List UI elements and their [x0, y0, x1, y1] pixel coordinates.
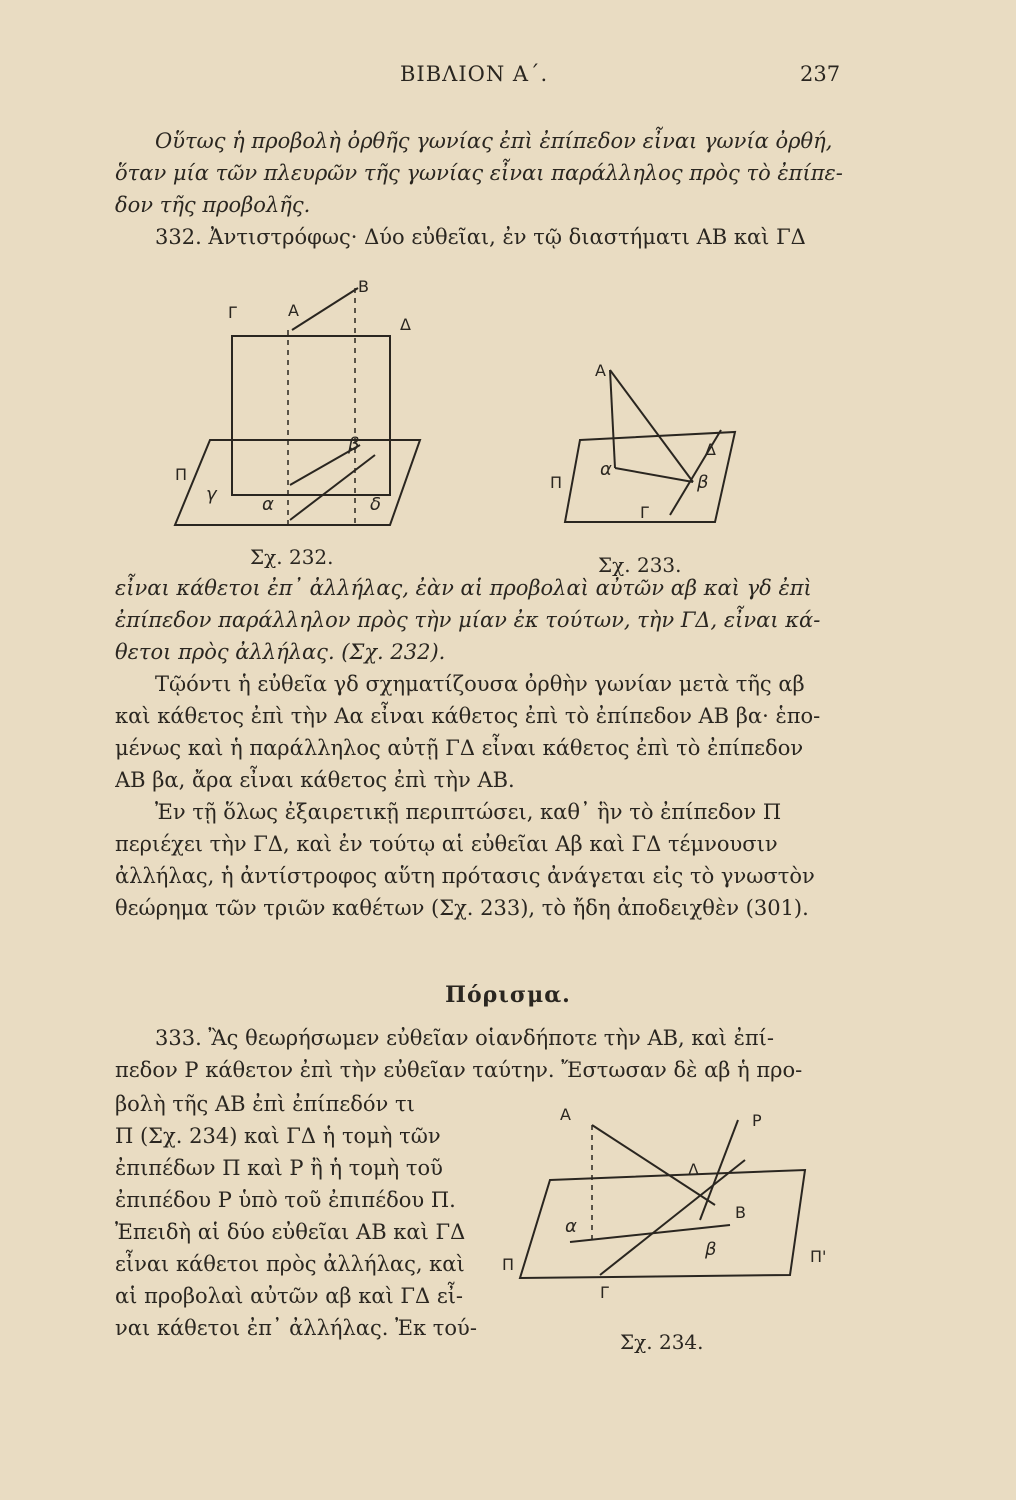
text-line: Οὕτως ἡ προβολὴ ὀρθῆς γωνίας ἐπὶ ἐπίπεδον εἶναι γωνία ὀρθή,	[155, 129, 833, 153]
fig233-label-delta: Δ	[705, 440, 716, 459]
fig233-label-a: A	[595, 361, 606, 380]
figure-233-drawing	[545, 350, 745, 530]
fig232-label-gamma: Γ	[228, 303, 237, 322]
paragraph-corollary-continued	[115, 1088, 495, 1344]
text-line: πεδον Ρ κάθετον ἐπὶ τὴν εὐθεῖαν ταύτην. Ἔστωσαν δὲ αβ ἡ προ-	[115, 1058, 803, 1082]
text-line: δον τῆς προβολῆς.	[115, 193, 311, 217]
figure-233-caption: Σχ. 233.	[598, 553, 682, 577]
figure-234-drawing	[500, 1100, 830, 1310]
text-line: ΑΒ βα, ἄρα εἶναι κάθετος ἐπὶ τὴν ΑΒ.	[115, 768, 515, 792]
fig234-label-gamma: Γ	[600, 1283, 609, 1302]
figure-233	[545, 350, 745, 530]
text-line: ἐπιπέδου Ρ ὑπὸ τοῦ ἐπιπέδου Π.	[115, 1188, 456, 1212]
fig234-label-p: P	[752, 1111, 762, 1130]
figure-234	[500, 1100, 830, 1310]
fig232-vertical-plane	[232, 336, 390, 495]
section-title: Πόρισμα.	[445, 982, 571, 1008]
figure-232-caption: Σχ. 232.	[250, 545, 334, 569]
fig232-label-alpha: α	[262, 494, 274, 515]
text-line: αἱ προβολαὶ αὐτῶν αβ καὶ ΓΔ εἶ-	[115, 1284, 464, 1308]
paragraph-theorem-end	[115, 125, 850, 253]
fig232-line-gd	[290, 455, 375, 520]
paragraph-converse	[115, 572, 850, 924]
fig232-label-a: A	[288, 301, 299, 320]
fig234-label-pi: Π	[502, 1255, 515, 1274]
fig233-label-beta: β	[697, 472, 709, 493]
fig234-label-pi-prime: Π'	[810, 1247, 827, 1266]
fig234-label-beta: β	[705, 1239, 717, 1260]
text-line: βολὴ τῆς ΑΒ ἐπὶ ἐπίπεδόν τι	[115, 1092, 415, 1116]
page-number: 237	[800, 62, 841, 86]
fig232-label-beta: β	[348, 434, 360, 455]
text-line: Τῷόντι ἡ εὐθεῖα γδ σχηματίζουσα ὀρθὴν γωνίαν μετὰ τῆς αβ	[155, 672, 805, 696]
text-line: 332. Ἀντιστρόφως· Δύο εὐθεῖαι, ἐν τῷ διαστήματι ΑΒ καὶ ΓΔ	[155, 225, 806, 249]
fig232-label-small-gamma: γ	[206, 484, 217, 505]
fig233-label-gamma: Γ	[640, 503, 649, 522]
text-line: εἶναι κάθετοι ἐπ᾽ ἀλλήλας, ἐὰν αἱ προβολαὶ αὐτῶν αβ καὶ γδ ἐπὶ	[115, 576, 812, 600]
fig234-label-a: A	[560, 1105, 571, 1124]
text-line: Ἐπειδὴ αἱ δύο εὐθεῖαι ΑΒ καὶ ΓΔ	[115, 1220, 466, 1244]
text-line: ὅταν μία τῶν πλευρῶν τῆς γωνίας εἶναι παράλληλος πρὸς τὸ ἐπίπε-	[115, 161, 843, 185]
fig234-label-alpha: α	[565, 1216, 577, 1237]
fig234-plane-pi	[520, 1170, 805, 1278]
text-line: ναι κάθετοι ἐπ᾽ ἀλλήλας. Ἐκ τού-	[115, 1316, 477, 1340]
text-line: περιέχει τὴν ΓΔ, καὶ ἐν τούτῳ αἱ εὐθεῖαι Αβ καὶ ΓΔ τέμνουσιν	[115, 832, 778, 856]
fig232-line-ab	[292, 288, 358, 330]
text-line: 333. Ἂς θεωρήσωμεν εὐθεῖαν οἱανδήποτε τὴν ΑΒ, καὶ ἐπί-	[155, 1026, 775, 1050]
fig232-label-small-delta: δ	[370, 494, 382, 515]
text-line: ἀλλήλας, ἡ ἀντίστροφος αὕτη πρότασις ἀνάγεται εἰς τὸ γνωστὸν	[115, 864, 815, 888]
text-line: ἐπίπεδον παράλληλον πρὸς τὴν μίαν ἐκ τούτων, τὴν ΓΔ, εἶναι κά-	[115, 608, 821, 632]
paragraph-corollary	[115, 1022, 850, 1086]
text-line: μένως καὶ ἡ παράλληλος αὐτῇ ΓΔ εἶναι κάθετος ἐπὶ τὸ ἐπίπεδον	[115, 736, 804, 760]
figure-234-caption: Σχ. 234.	[620, 1330, 704, 1354]
text-line: Ἐν τῇ ὅλως ἐξαιρετικῇ περιπτώσει, καθ᾽ ἣν τὸ ἐπίπεδον Π	[155, 800, 782, 824]
text-line: εἶναι κάθετοι πρὸς ἀλλήλας, καὶ	[115, 1252, 465, 1276]
running-title: ΒΙΒΛΙΟΝ Α΄.	[400, 62, 549, 86]
fig233-line-a	[610, 370, 693, 482]
fig233-label-pi: Π	[550, 473, 563, 492]
fig232-label-b: B	[358, 277, 369, 296]
fig234-label-b: B	[735, 1203, 746, 1222]
fig234-label-delta: Δ	[688, 1160, 699, 1179]
figure-232	[170, 270, 430, 550]
text-line: καὶ κάθετος ἐπὶ τὴν Αα εἶναι κάθετος ἐπὶ τὸ ἐπίπεδον ΑΒ βα· ἑπο-	[115, 704, 821, 728]
text-line: θεώρημα τῶν τριῶν καθέτων (Σχ. 233), τὸ ἤδη ἀποδειχθὲν (301).	[115, 896, 809, 920]
text-line: θετοι πρὸς ἀλλήλας. (Σχ. 232).	[115, 640, 446, 664]
text-line: ἐπιπέδων Π καὶ Ρ ἢ ἡ τομὴ τοῦ	[115, 1156, 443, 1180]
fig232-horizontal-plane	[175, 440, 420, 525]
fig232-label-delta: Δ	[400, 315, 411, 334]
fig233-label-alpha: α	[600, 459, 612, 480]
figure-232-drawing	[170, 270, 430, 550]
text-line: Π (Σχ. 234) καὶ ΓΔ ἡ τομὴ τῶν	[115, 1124, 441, 1148]
fig232-label-pi: Π	[175, 465, 188, 484]
